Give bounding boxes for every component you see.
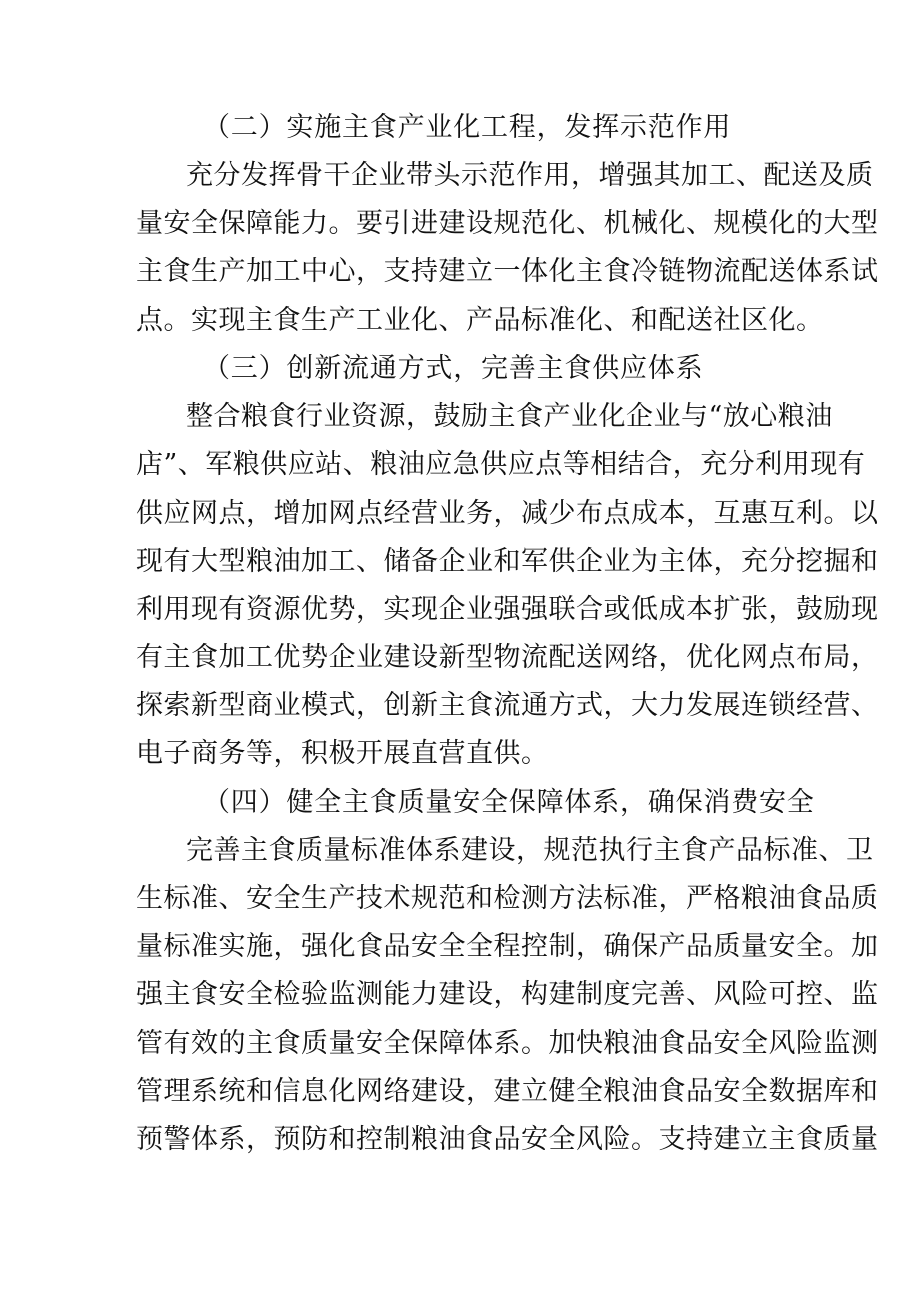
paragraph-line: 完善主食质量标准体系建设，规范执行主食产品标准、卫: [186, 835, 874, 866]
paragraph-line: 管理系统和信息化网络建设，建立健全粮油食品安全数据库和: [136, 1076, 879, 1107]
paragraph-line: 量标准实施，强化食品安全全程控制，确保产品质量安全。加: [136, 931, 879, 962]
paragraph-line: 店”、军粮供应站、粮油应急供应点等相结合，充分利用现有: [136, 449, 866, 480]
paragraph-line: 点。实现主食生产工业化、产品标准化、和配送社区化。: [136, 305, 824, 336]
paragraph-line: 管有效的主食质量安全保障体系。加快粮油食品安全风险监测: [136, 1028, 879, 1059]
paragraph-line: 强主食安全检验监测能力建设，构建制度完善、风险可控、监: [136, 979, 879, 1010]
paragraph-line: 利用现有资源优势，实现企业强强联合或低成本扩张，鼓励现: [136, 594, 879, 625]
paragraph-line: 预警体系，预防和控制粮油食品安全风险。支持建立主食质量: [136, 1124, 879, 1155]
section-heading-3: （三）创新流通方式，完善主食供应体系: [203, 353, 704, 384]
paragraph-line: 整合粮食行业资源，鼓励主食产业化企业与“放心粮油: [186, 401, 833, 432]
paragraph-line: 有主食加工优势企业建设新型物流配送网络，优化网点布局，: [136, 642, 879, 673]
paragraph-line: 现有大型粮油加工、储备企业和军供企业为主体，充分挖掘和: [136, 546, 879, 577]
paragraph-line: 量安全保障能力。要引进建设规范化、机械化、规模化的大型: [136, 208, 879, 239]
section-heading-2: （二）实施主食产业化工程，发挥示范作用: [203, 112, 732, 143]
paragraph-line: 探索新型商业模式，创新主食流通方式，大力发展连锁经营、: [136, 690, 879, 721]
paragraph-line: 供应网点，增加网点经营业务，减少布点成本，互惠互利。以: [136, 498, 879, 529]
section-heading-4: （四）健全主食质量安全保障体系，确保消费安全: [203, 787, 815, 818]
paragraph-line: 主食生产加工中心，支持建立一体化主食冷链物流配送体系试: [136, 256, 879, 287]
paragraph-line: 生标准、安全生产技术规范和检测方法标准，严格粮油食品质: [136, 883, 879, 914]
paragraph-line: 充分发挥骨干企业带头示范作用，增强其加工、配送及质: [186, 160, 874, 191]
paragraph-line: 电子商务等，积极开展直营直供。: [136, 738, 549, 769]
